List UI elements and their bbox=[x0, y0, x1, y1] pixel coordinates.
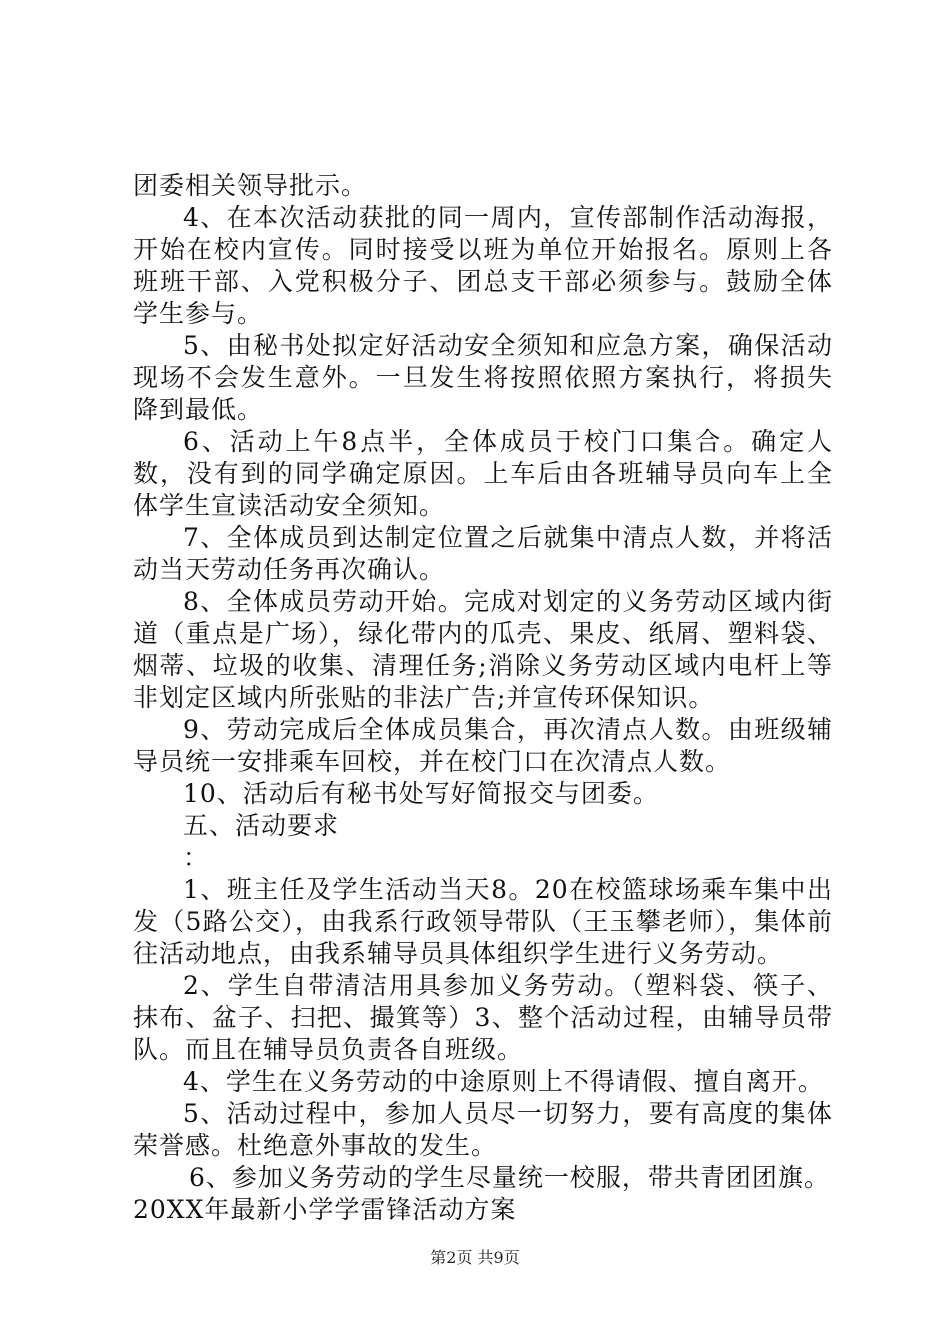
requirement-item-1: 1、班主任及学生活动当天8。20在校篮球场乘车集中出发（5路公交），由我系行政领导带队（王玉攀老师），集体前往活动地点，由我系辅导员具体组织学生进行义务劳动。 bbox=[133, 875, 833, 968]
paragraph-item-4: 4、在本次活动获批的同一周内，宣传部制作活动海报，开始在校内宣传。同时接受以班为单位开始报名。原则上各班班干部、入党积极分子、团总支干部必须参与。鼓励全体学生参与。 bbox=[133, 203, 833, 328]
requirement-item-6: 6、参加义务劳动的学生尽量统一校服，带共青团团旗。 bbox=[189, 1163, 830, 1192]
section-colon: ： bbox=[183, 843, 210, 872]
paragraph-item-5: 5、由秘书处拟定好活动安全须知和应急方案，确保活动现场不会发生意外。一旦发生将按照依照方案执行，将损失降到最低。 bbox=[133, 331, 833, 424]
paragraph-item-9: 9、劳动完成后全体成员集合，再次清点人数。由班级辅导员统一安排乘车回校，并在校门口在次清点人数。 bbox=[133, 715, 833, 776]
page-footer: 第2页 共9页 bbox=[430, 1248, 520, 1267]
requirement-item-2-3: 2、学生自带清洁用具参加义务劳动。（塑料袋、筷子、抹布、盆子、扫把、撮箕等）3、整个活动过程，由辅导员带队。而且在辅导员负责各自班级。 bbox=[133, 971, 833, 1064]
requirement-item-5: 5、活动过程中，参加人员尽一切努力，要有高度的集体荣誉感。杜绝意外事故的发生。 bbox=[133, 1099, 833, 1160]
section-heading-requirements: 五、活动要求 bbox=[183, 811, 340, 840]
paragraph-item-10: 10、活动后有秘书处写好简报交与团委。 bbox=[183, 779, 659, 808]
paragraph-item-6: 6、活动上午8点半，全体成员于校门口集合。确定人数，没有到的同学确定原因。上车后由各班辅导员向车上全体学生宣读活动安全须知。 bbox=[133, 427, 833, 520]
paragraph-item-7: 7、全体成员到达制定位置之后就集中清点人数，并将活动当天劳动任务再次确认。 bbox=[133, 523, 833, 584]
next-document-title: 20XX年最新小学学雷锋活动方案 bbox=[133, 1195, 517, 1224]
paragraph-approval: 团委相关领导批示。 bbox=[133, 171, 368, 200]
document-body bbox=[133, 170, 833, 1226]
paragraph-item-8: 8、全体成员劳动开始。完成对划定的义务劳动区域内街道（重点是广场），绿化带内的瓜壳、果皮、纸屑、塑料袋、烟蒂、垃圾的收集、清理任务;消除义务劳动区域内电杆上等非划定区域内所张贴的非法广告;并宣传环保知识。 bbox=[133, 587, 833, 712]
requirement-item-4: 4、学生在义务劳动的中途原则上不得请假、擅自离开。 bbox=[183, 1067, 824, 1096]
